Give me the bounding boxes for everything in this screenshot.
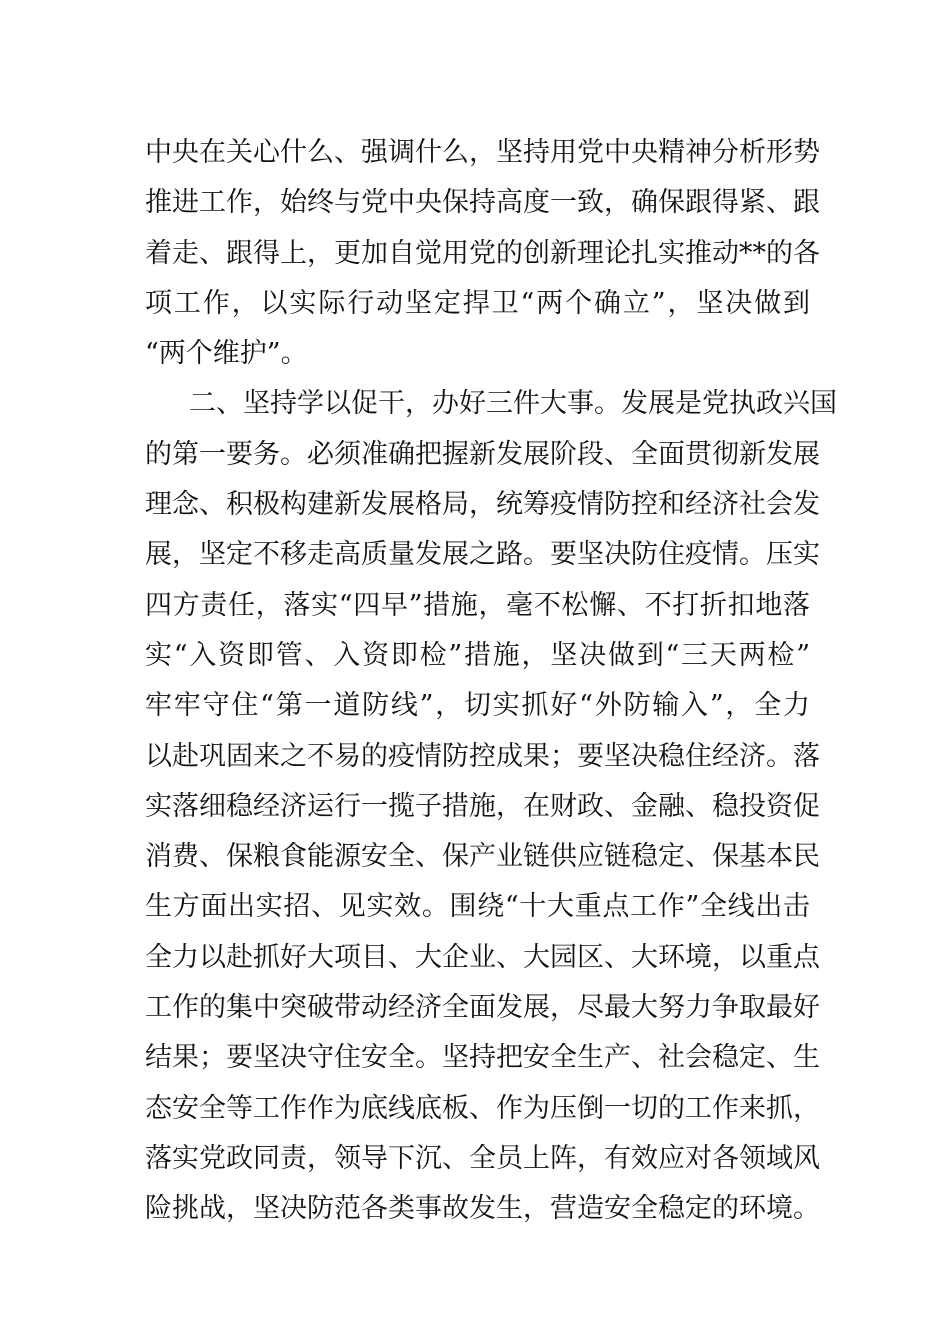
text-line-3: 着走、跟得上，更加自觉用党的创新理论扎实推动**的各: [145, 237, 820, 269]
text-line-19: 结果；要坚决守住安全。坚持把安全生产、社会稳定、生: [145, 1042, 820, 1074]
text-line-17: 全力以赴抓好大项目、大企业、大园区、大环境，以重点: [145, 941, 820, 973]
text-line-20: 态安全等工作作为底线底板、作为压倒一切的工作来抓，: [145, 1092, 820, 1124]
text-line-7: 的第一要务。必须准确把握新发展阶段、全面贯彻新发展: [145, 438, 820, 470]
text-line-12: 牢牢守住“第一道防线”，切实抓好“外防输入”，全力: [145, 690, 810, 722]
text-line-13: 以赴巩固来之不易的疫情防控成果；要坚决稳住经济。落: [145, 740, 820, 772]
text-line-10: 四方责任，落实“四早”措施，毫不松懈、不打折扣地落: [145, 589, 810, 621]
section-heading-line: 二、坚持学以促干，办好三件大事。发展是党执政兴国: [189, 388, 837, 420]
text-line-16: 生方面出实招、见实效。围绕“十大重点工作”全线出击: [145, 891, 810, 923]
text-line-1: 中央在关心什么、强调什么，坚持用党中央精神分析形势: [145, 137, 820, 168]
text-line-22: 险挑战，坚决防范各类事故发生，营造安全稳定的环境。: [145, 1193, 820, 1225]
text-line-21: 落实党政同责，领导下沉、全员上阵，有效应对各领域风: [145, 1142, 820, 1174]
text-line-15: 消费、保粮食能源安全、保产业链供应链稳定、保基本民: [145, 841, 820, 873]
text-line-8: 理念、积极构建新发展格局，统筹疫情防控和经济社会发: [145, 489, 820, 521]
text-line-14: 实落细稳经济运行一揽子措施，在财政、金融、稳投资促: [145, 790, 820, 822]
text-line-4: 项工作，以实际行动坚定捍卫“两个确立”，坚决做到: [145, 287, 810, 319]
text-line-5: “两个维护”。: [145, 338, 308, 370]
body-text: [145, 128, 837, 1235]
text-line-18: 工作的集中突破带动经济全面发展，尽最大努力争取最好: [145, 992, 820, 1024]
text-line-2: 推进工作，始终与党中央保持高度一致，确保跟得紧、跟: [145, 187, 820, 219]
text-line-9: 展，坚定不移走高质量发展之路。要坚决防住疫情。压实: [145, 539, 820, 571]
text-line-11: 实“入资即管、入资即检”措施，坚决做到“三天两检”: [145, 639, 810, 671]
